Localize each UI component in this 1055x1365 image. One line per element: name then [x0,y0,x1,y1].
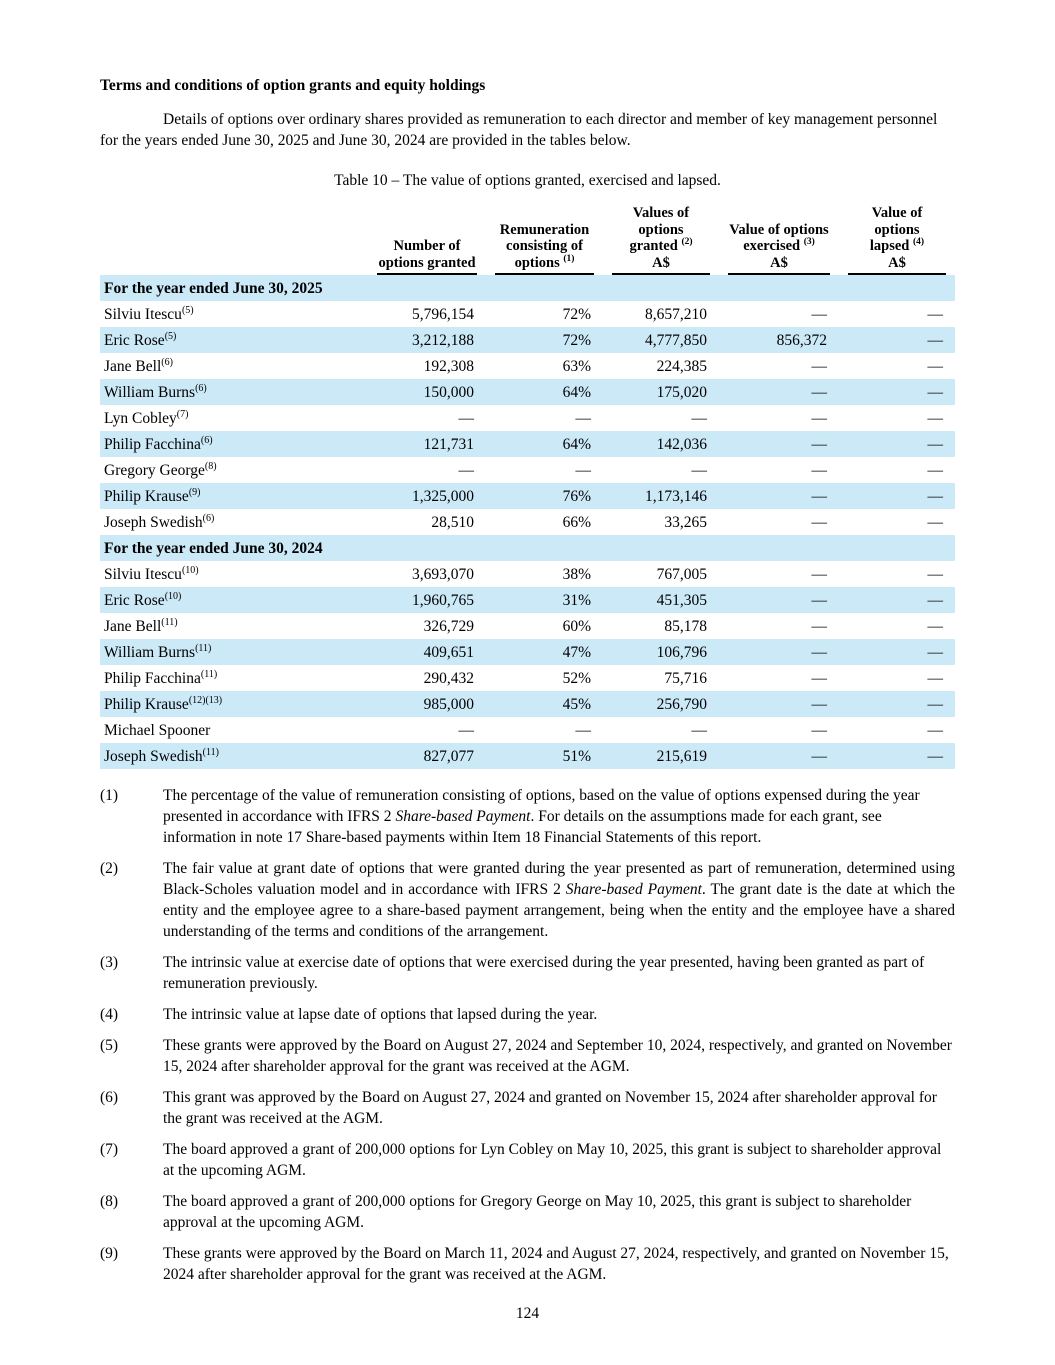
name-text: Silviu Itescu [104,305,182,323]
cell-remuneration-pct: — [575,721,591,739]
cell-remuneration-pct: 72% [562,305,591,323]
cell-value-exercised: — [811,695,827,713]
cell-options-granted: 192,308 [423,357,474,375]
footnote-ref: (3) [803,237,815,248]
person-name [100,405,368,431]
table-row [100,717,955,743]
cell-remuneration-pct: 63% [562,357,591,375]
cell-value-exercised: — [811,513,827,531]
cell-remuneration-pct: 38% [562,565,591,583]
section-header-label: For the year ended June 30, 2025 [104,279,323,297]
cell-value-granted: 767,005 [656,565,707,583]
cell-value-exercised: — [811,305,827,323]
cell-value-exercised: — [811,669,827,687]
footnote-ref: (5) [181,304,194,316]
col-header-remuneration-consisting-of-options [486,201,603,275]
section-2024 [100,535,955,769]
footnote-italic: Share-based Payment [565,881,702,898]
person-name [100,717,368,743]
footnote-number: (1) [100,787,119,804]
footnote-5 [100,1035,955,1077]
footnote-7 [100,1139,955,1181]
footnote-text: The intrinsic value at exercise date of options that were exercised during the year presented, having been granted as part of remuneration previously. [163,954,925,992]
person-name [100,509,368,535]
col-header-number-options-granted [368,201,486,275]
cell-value-exercised: — [811,487,827,505]
table-row [100,379,955,405]
table-row [100,353,955,379]
table-row [100,457,955,483]
currency-label: A$ [888,254,906,271]
header-line [495,255,594,272]
name-text: Philip Facchina [104,435,201,453]
cell-remuneration-pct: 72% [562,331,591,349]
footnote-ref: (6) [200,434,213,446]
footnote-number: (6) [100,1089,119,1106]
person-name [100,743,368,769]
footnote-ref: (1) [563,253,575,264]
table-header-row [100,201,955,275]
section-header-label: For the year ended June 30, 2024 [104,539,323,557]
cell-value-lapsed: — [927,695,943,713]
cell-value-lapsed: — [927,383,943,401]
cell-options-granted: — [458,409,474,427]
section-2025 [100,275,955,535]
name-text: Gregory George [104,461,205,479]
cell-value-lapsed: — [927,565,943,583]
footnote-ref: (2) [681,237,693,248]
person-name [100,301,368,327]
cell-value-lapsed: — [927,331,943,349]
cell-value-granted: 33,265 [664,513,707,531]
cell-value-exercised: — [811,383,827,401]
table-header [100,201,955,275]
currency-label: A$ [770,254,788,271]
table-row [100,405,955,431]
cell-remuneration-pct: 60% [562,617,591,635]
footnote-text: These grants were approved by the Board on March 11, 2024 and August 27, 2024, respectively, and granted on November 15, 2024 after shareholder approval for the grant was received at the AGM. [163,1245,949,1283]
table-row [100,483,955,509]
footnote-number: (5) [100,1037,119,1054]
cell-options-granted: 5,796,154 [412,305,474,323]
name-text: Lyn Cobley [104,409,177,427]
footnote-ref: (9) [188,486,201,498]
footnote-text: The percentage of the value of remuneration consisting of options, based on the value of options expensed during the year presented in accordance with IFRS 2 [163,787,920,825]
intro-paragraph: Details of options over ordinary shares provided as remuneration to each director and member of key management personnel for the years ended June 30, 2025 and June 30, 2024 are provided in the tables below. [100,111,938,149]
cell-options-granted: 827,077 [423,747,474,765]
footnote-9 [100,1243,955,1285]
name-text: Philip Facchina [104,669,201,687]
cell-value-granted: 142,036 [656,435,707,453]
person-name [100,483,368,509]
cell-value-granted: 175,020 [656,383,707,401]
footnote-text: The board approved a grant of 200,000 options for Gregory George on May 10, 2025, this grant is subject to shareholder approval at the upcoming AGM. [163,1193,912,1231]
cell-value-granted: 256,790 [656,695,707,713]
footnote-1 [100,785,955,848]
cell-value-granted: 215,619 [656,747,707,765]
footnote-number: (2) [100,860,119,877]
cell-options-granted: 3,212,188 [412,331,474,349]
cell-options-granted: — [458,461,474,479]
footnote-italic: Share-based Payment [395,808,531,825]
cell-value-exercised: 856,372 [776,331,827,349]
footnote-number: (9) [100,1245,119,1262]
col-header-name-empty [100,201,368,275]
footnote-ref: (11) [200,668,218,680]
cell-value-lapsed: — [927,643,943,661]
person-name [100,353,368,379]
cell-options-granted: 150,000 [423,383,474,401]
header-line: Remuneration [499,221,590,238]
cell-remuneration-pct: 51% [562,747,591,765]
footnote-3 [100,952,955,994]
footnote-ref: (11) [202,746,219,758]
person-name [100,431,368,457]
table-row [100,431,955,457]
footnote-number: (3) [100,954,119,971]
name-text: Silviu Itescu [104,565,182,583]
table-row [100,327,955,353]
footnote-ref: (5) [164,330,177,342]
cell-value-lapsed: — [927,435,943,453]
footnote-ref: (8) [204,460,217,472]
cell-value-exercised: — [811,721,827,739]
cell-value-exercised: — [811,643,827,661]
currency-label: A$ [652,254,670,271]
header-line: Value of options [871,205,923,238]
person-name [100,665,368,691]
cell-value-lapsed: — [927,461,943,479]
cell-value-exercised: — [811,565,827,583]
cell-value-lapsed: — [927,357,943,375]
header-line: Value of options [729,221,829,238]
table-row [100,743,955,769]
cell-options-granted: 1,325,000 [412,487,474,505]
cell-options-granted: 290,432 [423,669,474,687]
cell-remuneration-pct: 31% [562,591,591,609]
footnote-ref: (11) [195,642,212,654]
cell-remuneration-pct: 47% [562,643,591,661]
footnote-ref: (6) [202,512,215,524]
footnote-text: The board approved a grant of 200,000 options for Lyn Cobley on May 10, 2025, this grant is subject to shareholder approval at the upcoming AGM. [163,1141,942,1179]
table-row [100,613,955,639]
cell-options-granted: 1,960,765 [412,591,474,609]
cell-options-granted: 28,510 [431,513,474,531]
footnote-8 [100,1191,955,1233]
cell-value-granted: 224,385 [656,357,707,375]
table-caption: Table 10 – The value of options granted, exercised and lapsed. [334,172,721,189]
cell-remuneration-pct: 52% [562,669,591,687]
header-word: granted [629,238,678,254]
footnote-ref: (12)(13) [188,694,223,706]
footnote-2 [100,858,955,942]
footnote-ref: (11) [161,616,178,628]
cell-value-granted: 4,777,850 [645,331,707,349]
cell-options-granted: — [458,721,474,739]
cell-value-granted: — [691,409,707,427]
name-text: Philip Krause [104,487,189,505]
footnote-text: These grants were approved by the Board on August 27, 2024 and September 10, 2024, respectively, and granted on November 15, 2024 after shareholder approval for the grant was received at the AGM. [163,1037,952,1075]
cell-value-lapsed: — [927,487,943,505]
table-row [100,509,955,535]
header-line [612,238,710,255]
cell-options-granted: 121,731 [423,435,474,453]
header-word: lapsed [869,238,910,254]
footnote-text: The fair value at grant date of options that were granted during the year presented as part of remuneration, determined using Black-Scholes valuation model and in accordance with IFRS 2 [163,860,955,898]
cell-value-lapsed: — [927,669,943,687]
cell-value-exercised: — [811,461,827,479]
cell-value-exercised: — [811,357,827,375]
table-row [100,691,955,717]
footnote-ref: (4) [913,237,925,248]
footnote-text: . For details on the assumptions made for each grant, see information in note 17 Share-based payments within Item 18 Financial Statements of this report. [163,808,882,846]
person-name [100,561,368,587]
cell-options-granted: 326,729 [423,617,474,635]
header-line [848,238,946,255]
cell-remuneration-pct: — [575,461,591,479]
cell-value-lapsed: — [927,513,943,531]
name-text: Philip Krause [104,695,189,713]
person-name [100,457,368,483]
page-title: Terms and conditions of option grants and equity holdings [100,77,486,94]
footnote-4 [100,1004,955,1025]
cell-remuneration-pct: 66% [562,513,591,531]
cell-value-granted: — [691,461,707,479]
cell-value-granted: 106,796 [656,643,707,661]
cell-value-lapsed: — [927,409,943,427]
cell-value-exercised: — [811,747,827,765]
footnote-text: The intrinsic value at lapse date of options that lapsed during the year. [163,1006,598,1023]
person-name [100,587,368,613]
page-number: 124 [515,1305,540,1322]
person-name [100,691,368,717]
cell-value-lapsed: — [927,591,943,609]
options-value-table [100,201,955,769]
col-header-value-of-options-lapsed [839,201,955,275]
footnote-text: This grant was approved by the Board on August 27, 2024 and granted on November 15, 2024 after shareholder approval for the grant was received at the AGM. [163,1089,937,1127]
name-text: Eric Rose [104,331,165,349]
person-name [100,639,368,665]
person-name [100,379,368,405]
person-name [100,327,368,353]
name-text: William Burns [104,383,196,401]
cell-value-exercised: — [811,591,827,609]
header-line: Values of options [632,205,690,238]
cell-value-exercised: — [811,617,827,635]
cell-options-granted: 409,651 [423,643,474,661]
cell-value-granted: — [691,721,707,739]
cell-value-exercised: — [811,409,827,427]
footnote-ref: (10) [164,590,182,602]
name-text: Joseph Swedish [104,513,203,531]
table-row [100,587,955,613]
footnote-ref: (10) [181,564,199,576]
footnote-number: (7) [100,1141,119,1158]
name-text: Joseph Swedish [104,747,203,765]
header-line: Number of [393,238,461,254]
header-line: options granted [378,254,476,271]
footnote-number: (8) [100,1193,119,1210]
cell-value-exercised: — [811,435,827,453]
cell-value-granted: 8,657,210 [645,305,707,323]
cell-remuneration-pct: 76% [562,487,591,505]
cell-remuneration-pct: — [575,409,591,427]
footnote-number: (4) [100,1006,119,1023]
header-word: exercised [743,238,801,254]
col-header-value-of-options-exercised [719,201,839,275]
name-text: Jane Bell [104,357,162,375]
header-line [728,238,830,255]
cell-value-lapsed: — [927,747,943,765]
cell-options-granted: 3,693,070 [412,565,474,583]
table-row [100,301,955,327]
footnote-text: . The grant date is the date at which the entity and the employee agree to a share-based payment arrangement, being when the entity and the employee have a shared understanding of the terms and conditions of the arrangement. [163,881,955,940]
table-row [100,665,955,691]
cell-remuneration-pct: 64% [562,383,591,401]
table-row [100,561,955,587]
header-word: options [514,254,560,271]
name-text: William Burns [104,643,196,661]
cell-value-granted: 1,173,146 [645,487,707,505]
footnotes-section [100,785,955,1285]
cell-value-lapsed: — [927,305,943,323]
person-name [100,613,368,639]
section-header-row [100,275,955,301]
cell-value-lapsed: — [927,617,943,635]
cell-remuneration-pct: 45% [562,695,591,713]
cell-options-granted: 985,000 [423,695,474,713]
footnote-ref: (7) [176,408,189,420]
table-row [100,639,955,665]
cell-value-granted: 75,716 [664,669,707,687]
section-header-row [100,535,955,561]
name-text: Jane Bell [104,617,162,635]
name-text: Michael Spooner [104,721,211,739]
footnote-6 [100,1087,955,1129]
cell-value-granted: 85,178 [664,617,707,635]
footnote-ref: (6) [195,382,207,394]
footnote-ref: (6) [161,356,173,368]
name-text: Eric Rose [104,591,165,609]
col-header-values-of-options-granted [603,201,719,275]
cell-remuneration-pct: 64% [562,435,591,453]
cell-value-lapsed: — [927,721,943,739]
cell-value-granted: 451,305 [656,591,707,609]
header-line: consisting of [506,238,583,254]
